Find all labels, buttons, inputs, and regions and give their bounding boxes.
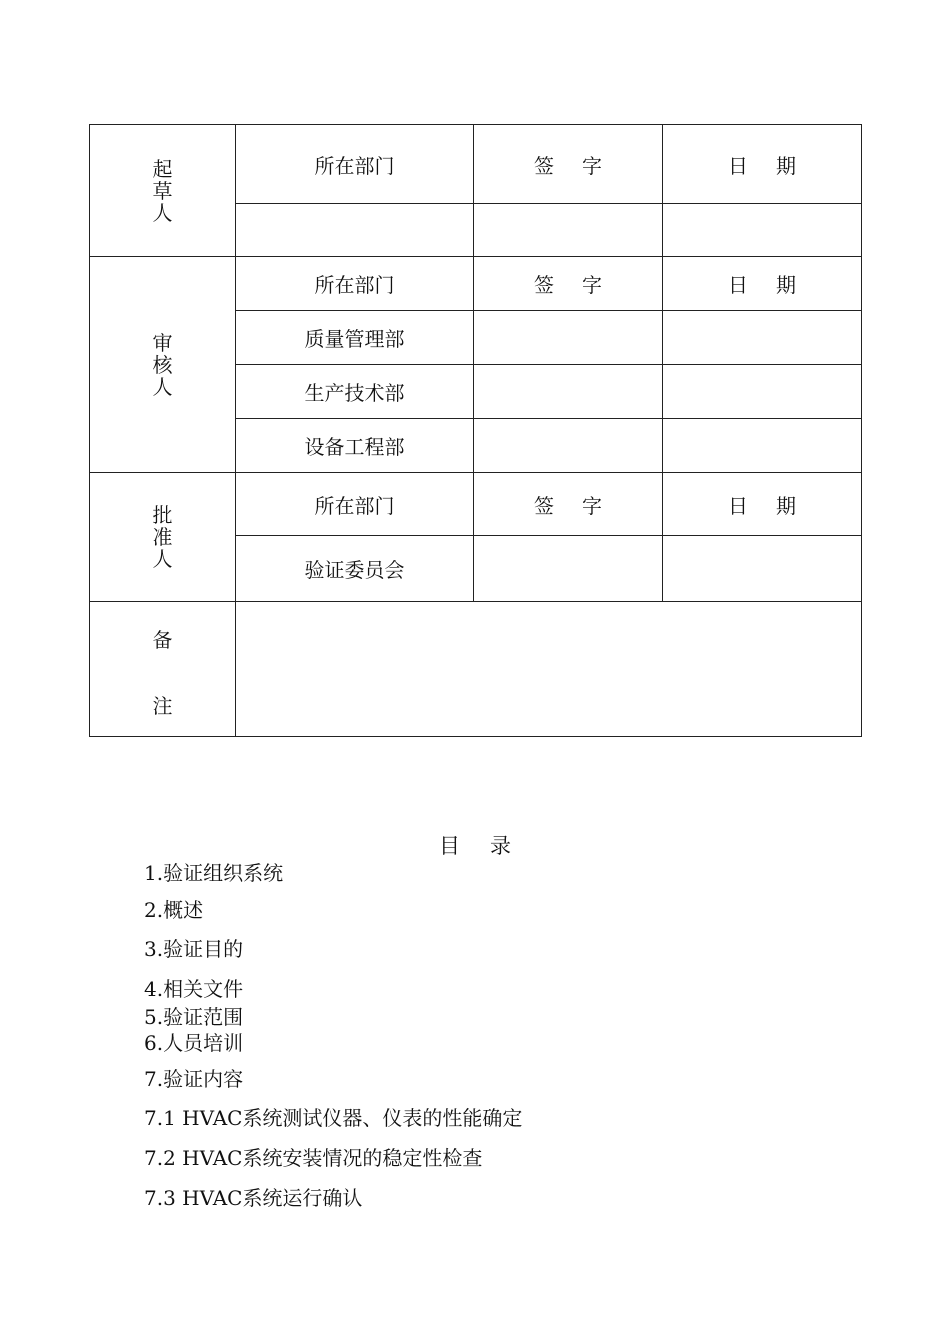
reviewer-sign-quality[interactable] [474,311,663,365]
reviewer-sign-header: 签字 [474,257,663,311]
remarks-row [90,602,862,737]
approver-role-cell [90,473,236,602]
drafter-dept-field[interactable] [236,204,474,257]
reviewer-header-row [90,257,862,311]
toc-title: 目录 [439,834,541,858]
reviewer-dept-header: 所在部门 [236,257,474,311]
toc-item: 4.相关文件 [144,977,244,1001]
toc-item: 7.验证内容 [144,1067,244,1091]
toc-item: 5.验证范围 [144,1005,244,1029]
drafter-sign-header: 签字 [474,125,663,204]
approver-dept-committee: 验证委员会 [236,536,474,602]
drafter-dept-header: 所在部门 [236,125,474,204]
reviewer-role-label: 审核人 [152,330,173,399]
toc-item: 3.验证目的 [144,937,244,961]
reviewer-dept-production: 生产技术部 [236,365,474,419]
reviewer-date-quality[interactable] [663,311,862,365]
remarks-field[interactable] [236,602,862,737]
approver-dept-header: 所在部门 [236,473,474,536]
approver-role-label: 批准人 [152,503,173,571]
approver-sign-header: 签字 [474,473,663,536]
remarks-label-cell [90,602,236,737]
reviewer-date-header: 日期 [663,257,862,311]
toc-item: 1.验证组织系统 [144,861,284,885]
approver-header-row [90,473,862,536]
toc-item: 2.概述 [144,898,204,922]
drafter-role-cell [90,125,236,257]
reviewer-dept-equipment: 设备工程部 [236,419,474,473]
toc-item: 7.1 HVAC系统测试仪器、仪表的性能确定 [144,1106,523,1130]
toc-item: 7.3 HVAC系统运行确认 [144,1186,363,1210]
drafter-sign-field[interactable] [474,204,663,257]
approver-sign-committee[interactable] [474,536,663,602]
drafter-role-label: 起草人 [152,156,173,225]
reviewer-sign-equipment[interactable] [474,419,663,473]
toc-item: 6.人员培训 [144,1031,244,1055]
approver-date-header: 日期 [663,473,862,536]
reviewer-role-cell [90,257,236,473]
reviewer-date-production[interactable] [663,365,862,419]
drafter-date-field[interactable] [663,204,862,257]
reviewer-date-equipment[interactable] [663,419,862,473]
signature-table [89,124,862,737]
toc-item: 7.2 HVAC系统安装情况的稳定性检查 [144,1146,483,1170]
reviewer-sign-production[interactable] [474,365,663,419]
remarks-label-bottom: 注 [152,694,173,718]
approver-date-committee[interactable] [663,536,862,602]
drafter-date-header: 日期 [663,125,862,204]
remarks-label-top: 备 [152,628,173,652]
drafter-header-row [90,125,862,204]
reviewer-dept-quality: 质量管理部 [236,311,474,365]
